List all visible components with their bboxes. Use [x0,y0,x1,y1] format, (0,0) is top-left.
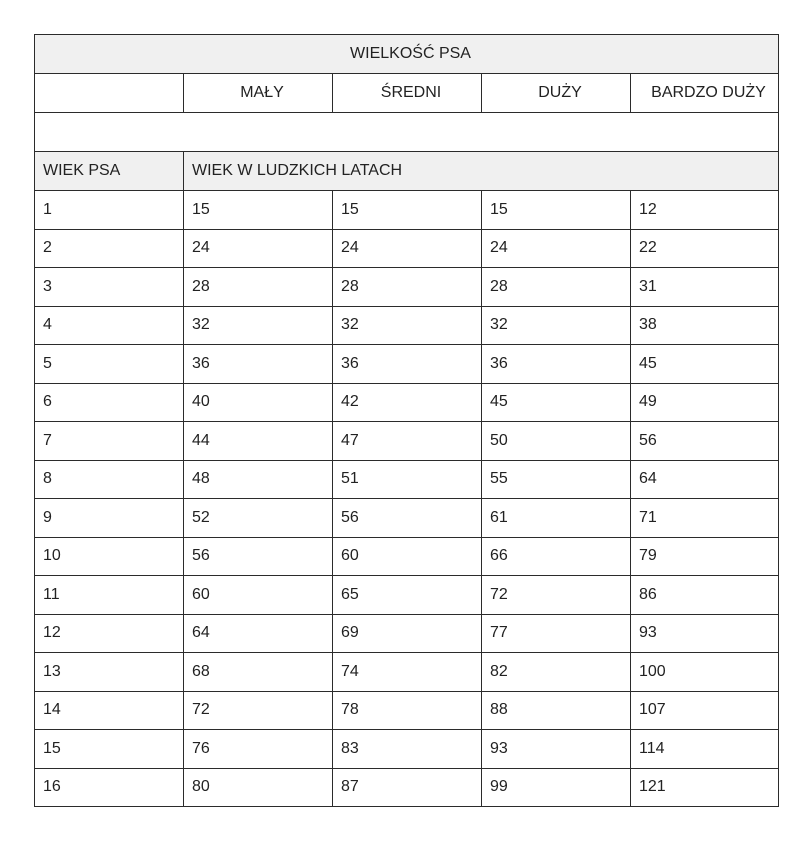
table-row [35,422,779,461]
table-row [35,576,779,615]
human-age-cell: 55 [482,460,631,499]
human-age-cell: 15 [482,191,631,230]
human-age-cell: 93 [631,614,779,653]
human-age-cell: 93 [482,730,631,769]
human-age-cell: 74 [333,653,482,692]
size-xlarge-header: BARDZO DUŻY [631,74,779,113]
human-age-cell: 121 [631,768,779,807]
human-age-cell: 79 [631,537,779,576]
human-age-cell: 24 [184,229,333,268]
size-header-row [35,74,779,113]
human-age-cell: 52 [184,499,333,538]
human-age-cell: 45 [631,345,779,384]
size-medium-header: ŚREDNI [333,74,482,113]
dog-age-cell: 2 [35,229,184,268]
human-age-cell: 66 [482,537,631,576]
human-age-cell: 107 [631,691,779,730]
human-age-cell: 60 [184,576,333,615]
size-small-header: MAŁY [184,74,333,113]
dog-age-label: WIEK PSA [35,152,184,191]
table-row [35,229,779,268]
table-row [35,768,779,807]
human-age-cell: 61 [482,499,631,538]
dog-age-cell: 11 [35,576,184,615]
human-age-cell: 51 [333,460,482,499]
human-age-cell: 32 [333,306,482,345]
dog-age-cell: 6 [35,383,184,422]
spacer-row [35,113,779,152]
human-age-cell: 56 [631,422,779,461]
human-age-cell: 56 [184,537,333,576]
human-age-cell: 64 [184,614,333,653]
human-age-cell: 28 [184,268,333,307]
human-age-cell: 45 [482,383,631,422]
human-age-cell: 68 [184,653,333,692]
spacer-cell [35,113,779,152]
dog-age-cell: 3 [35,268,184,307]
human-age-cell: 32 [482,306,631,345]
human-age-cell: 36 [333,345,482,384]
table-row [35,691,779,730]
dog-age-cell: 8 [35,460,184,499]
human-age-cell: 22 [631,229,779,268]
human-age-cell: 60 [333,537,482,576]
human-age-cell: 42 [333,383,482,422]
human-age-cell: 78 [333,691,482,730]
human-age-cell: 32 [184,306,333,345]
size-title: WIELKOŚĆ PSA [35,35,779,74]
human-age-cell: 86 [631,576,779,615]
human-age-cell: 72 [184,691,333,730]
dog-age-cell: 5 [35,345,184,384]
human-age-cell: 24 [333,229,482,268]
human-age-cell: 38 [631,306,779,345]
human-age-cell: 82 [482,653,631,692]
size-large-header: DUŻY [482,74,631,113]
human-age-cell: 80 [184,768,333,807]
human-age-cell: 76 [184,730,333,769]
human-age-cell: 48 [184,460,333,499]
human-age-cell: 87 [333,768,482,807]
dog-age-cell: 12 [35,614,184,653]
human-age-cell: 65 [333,576,482,615]
dog-age-cell: 10 [35,537,184,576]
human-age-cell: 69 [333,614,482,653]
human-age-cell: 71 [631,499,779,538]
human-age-cell: 72 [482,576,631,615]
table-row [35,383,779,422]
table-row [35,537,779,576]
human-age-cell: 24 [482,229,631,268]
table-row [35,191,779,230]
age-label-row [35,152,779,191]
human-age-cell: 50 [482,422,631,461]
dog-age-cell: 1 [35,191,184,230]
human-age-cell: 56 [333,499,482,538]
table-row [35,345,779,384]
dog-age-table [34,34,779,807]
human-age-cell: 100 [631,653,779,692]
dog-age-cell: 15 [35,730,184,769]
table-row [35,268,779,307]
human-age-cell: 44 [184,422,333,461]
human-age-cell: 99 [482,768,631,807]
human-age-cell: 12 [631,191,779,230]
dog-age-cell: 7 [35,422,184,461]
table-row [35,614,779,653]
human-age-cell: 36 [184,345,333,384]
human-age-cell: 15 [333,191,482,230]
human-age-cell: 83 [333,730,482,769]
table-row [35,306,779,345]
human-age-cell: 28 [333,268,482,307]
human-age-cell: 47 [333,422,482,461]
empty-header-cell [35,74,184,113]
dog-age-cell: 9 [35,499,184,538]
human-age-cell: 64 [631,460,779,499]
human-age-cell: 15 [184,191,333,230]
human-age-cell: 28 [482,268,631,307]
human-age-cell: 77 [482,614,631,653]
dog-age-cell: 4 [35,306,184,345]
human-age-cell: 36 [482,345,631,384]
table-row [35,730,779,769]
human-years-label: WIEK W LUDZKICH LATACH [184,152,779,191]
table-row [35,499,779,538]
human-age-cell: 49 [631,383,779,422]
human-age-cell: 114 [631,730,779,769]
table-row [35,460,779,499]
dog-age-cell: 16 [35,768,184,807]
size-title-row [35,35,779,74]
human-age-cell: 31 [631,268,779,307]
human-age-cell: 40 [184,383,333,422]
dog-age-cell: 13 [35,653,184,692]
dog-age-cell: 14 [35,691,184,730]
human-age-cell: 88 [482,691,631,730]
table-row [35,653,779,692]
